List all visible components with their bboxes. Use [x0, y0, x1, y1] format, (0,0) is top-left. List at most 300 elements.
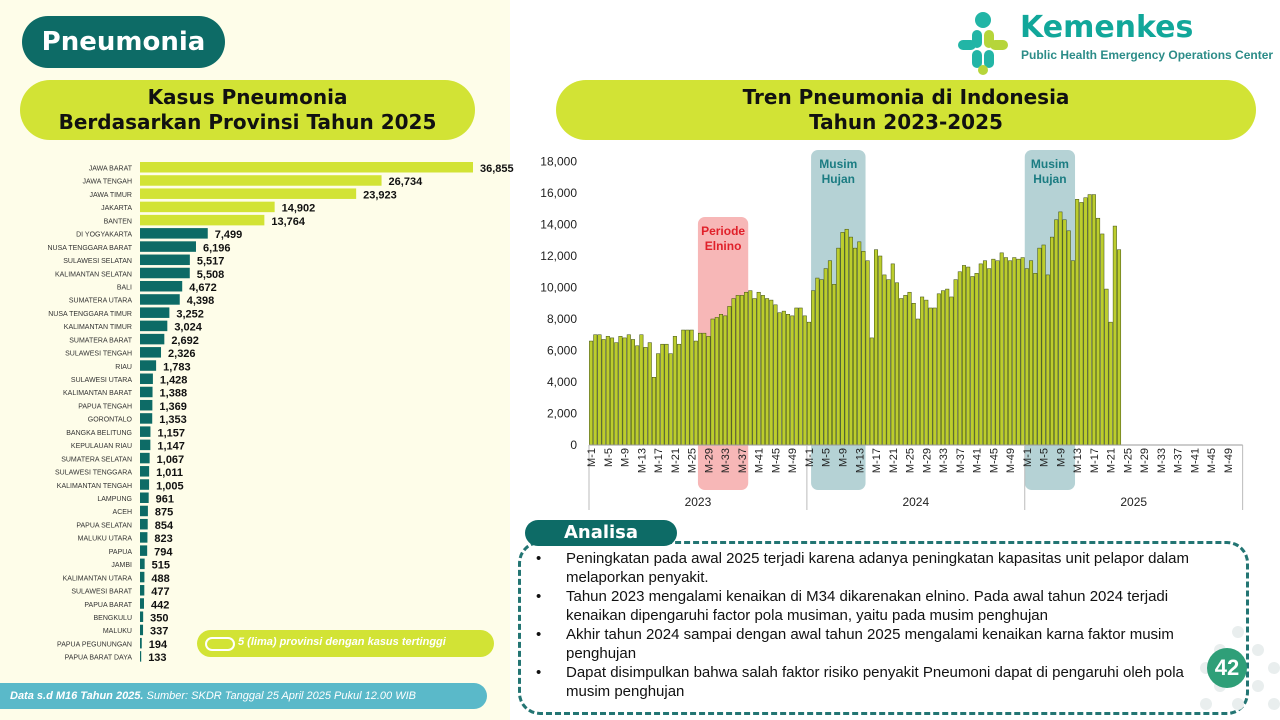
- data-source-note: [0, 683, 487, 709]
- province-label: KALIMANTAN UTARA: [62, 575, 132, 583]
- province-label: NUSA TENGGARA TIMUR: [48, 310, 132, 318]
- province-bar: [140, 651, 141, 662]
- trend-bar: [1117, 250, 1120, 445]
- province-label: JAKARTA: [101, 205, 132, 213]
- left-header-line2: Berdasarkan Provinsi Tahun 2025: [58, 110, 437, 134]
- province-value-label: 350: [150, 612, 169, 625]
- province-value-label: 794: [154, 546, 173, 559]
- trend-bar: [1050, 237, 1053, 445]
- trend-bar: [707, 336, 710, 445]
- analysis-item: • Peningkatan pada awal 2025 terjadi karena adanya peningkatan kapasitas unit pelapor dalam melaporkan penyakit.: [536, 549, 1226, 587]
- province-label: SULAWESI BARAT: [71, 588, 132, 596]
- province-bar: [140, 466, 149, 477]
- trend-bar: [736, 295, 739, 445]
- year-label: 2025: [1120, 495, 1148, 509]
- annotation-label-line1: Periode: [701, 224, 746, 238]
- trend-bar: [1080, 202, 1083, 445]
- trend-bar: [887, 280, 890, 445]
- x-tick-label: M-25: [904, 448, 917, 474]
- province-value-label: 23,923: [363, 189, 397, 202]
- province-bar: [140, 506, 148, 516]
- province-bar: [140, 294, 180, 305]
- trend-bar: [740, 295, 743, 445]
- year-label: 2023: [684, 495, 712, 509]
- trend-bar: [920, 297, 923, 445]
- trend-bar: [589, 341, 592, 445]
- province-value-label: 3,252: [176, 308, 204, 321]
- trend-bar: [635, 346, 638, 445]
- x-tick-label: M-17: [653, 448, 666, 474]
- trend-bar: [673, 336, 676, 445]
- province-bar: [140, 638, 142, 649]
- province-bar: [140, 307, 169, 318]
- trend-bar: [1033, 273, 1036, 445]
- trend-bar: [719, 314, 722, 445]
- province-label: JAWA TIMUR: [89, 191, 132, 199]
- analysis-item: • Dapat disimpulkan bahwa salah faktor risiko penyakit Pneumoni dapat di pengaruhi oleh pola musim penghujan: [536, 663, 1226, 701]
- x-tick-label: M-33: [1155, 448, 1168, 474]
- province-value-label: 194: [148, 638, 168, 651]
- trend-bar: [979, 264, 982, 445]
- province-label: PAPUA PEGUNUNGAN: [57, 641, 132, 649]
- year-label: 2024: [902, 495, 930, 509]
- x-tick-label: M-9: [837, 448, 850, 467]
- trend-bar: [1038, 248, 1041, 445]
- trend-bar: [946, 289, 949, 445]
- province-value-label: 488: [151, 572, 170, 585]
- province-bar: [140, 532, 147, 543]
- trend-bar: [782, 311, 785, 445]
- trend-bar: [682, 330, 685, 445]
- province-bar: [140, 440, 150, 451]
- trend-bar: [1109, 322, 1112, 445]
- province-bar: [140, 281, 182, 292]
- trend-bar: [1113, 226, 1116, 445]
- x-tick-label: M-1: [803, 448, 816, 467]
- legend-swatch: [205, 637, 235, 651]
- province-bar: [140, 598, 144, 609]
- province-bar: [140, 255, 190, 266]
- trend-bar: [1046, 275, 1049, 445]
- x-tick-label: M-1: [1021, 447, 1034, 467]
- province-label: KALIMANTAN TENGAH: [56, 482, 132, 490]
- analysis-item: • Akhir tahun 2024 sampai dengan awal tahun 2025 mengalami kenaikan karna faktor musim penghujan: [536, 625, 1226, 663]
- trend-bar: [845, 229, 848, 445]
- province-bar: [140, 334, 164, 345]
- province-bar: [140, 545, 147, 556]
- province-label: GORONTALO: [87, 416, 132, 424]
- trend-bar: [598, 335, 601, 445]
- trend-bar: [786, 314, 789, 445]
- province-value-label: 1,428: [159, 374, 188, 387]
- province-bar: [140, 360, 156, 371]
- annotation-label-line2: Elnino: [704, 239, 742, 253]
- x-tick-label: M-41: [1189, 448, 1202, 474]
- province-label: PAPUA: [108, 548, 132, 556]
- trend-bar: [610, 338, 613, 445]
- right-header-line2: Tahun 2023-2025: [809, 110, 1003, 134]
- x-tick-label: M-49: [1005, 448, 1018, 474]
- trend-bar: [1000, 253, 1003, 445]
- x-tick-label: M-21: [887, 448, 900, 474]
- x-tick-label: M-49: [787, 448, 800, 474]
- province-value-label: 442: [150, 599, 170, 612]
- province-label: BANGKA BELITUNG: [66, 429, 132, 437]
- trend-bar: [728, 306, 731, 445]
- province-label: KALIMANTAN TIMUR: [63, 324, 132, 332]
- trend-bar: [631, 339, 634, 445]
- trend-bar: [866, 261, 869, 445]
- trend-bar: [698, 333, 701, 445]
- y-tick-label: 10,000: [540, 280, 577, 295]
- province-bar: [140, 426, 150, 437]
- trend-bar: [723, 316, 726, 445]
- province-value-label: 5,508: [196, 268, 225, 281]
- province-value-label: 854: [154, 519, 174, 532]
- logo-subtitle: Public Health Emergency Operations Center: [1021, 48, 1274, 62]
- trend-bar: [1054, 220, 1057, 445]
- province-value-label: 337: [150, 625, 169, 638]
- trend-bar: [640, 335, 643, 445]
- trend-bar: [891, 264, 894, 445]
- province-bar: [140, 387, 153, 398]
- y-tick-label: 14,000: [540, 217, 577, 232]
- trend-bar: [828, 261, 831, 445]
- analysis-list: [536, 549, 1226, 701]
- trend-bar: [790, 316, 793, 445]
- trend-bar: [883, 275, 886, 445]
- y-tick-label: 2,000: [546, 406, 577, 421]
- trend-bar: [732, 299, 735, 445]
- trend-bar: [770, 300, 773, 445]
- x-tick-label: M-17: [1088, 448, 1101, 474]
- province-value-label: 1,369: [159, 400, 187, 413]
- province-bar: [140, 268, 190, 279]
- trend-bar: [1025, 269, 1028, 445]
- left-chart-header: [20, 80, 475, 140]
- province-bar: [140, 585, 144, 596]
- province-bar: [140, 519, 148, 530]
- trend-bar: [824, 269, 827, 445]
- trend-bar: [811, 291, 814, 445]
- trend-bar: [1071, 261, 1074, 445]
- trend-bar: [594, 335, 597, 445]
- trend-bar: [753, 299, 756, 445]
- province-label: SULAWESI TENGGARA: [54, 469, 132, 477]
- trend-bar: [744, 292, 747, 445]
- trend-bar: [1075, 199, 1078, 445]
- trend-bar: [690, 330, 693, 445]
- province-value-label: 14,902: [281, 202, 316, 215]
- province-label: RIAU: [115, 363, 132, 371]
- trend-bar: [807, 322, 810, 445]
- trend-bar: [841, 232, 844, 445]
- x-tick-label: M-49: [1222, 448, 1235, 474]
- province-label: KALIMANTAN BARAT: [63, 390, 132, 398]
- trend-bar: [816, 278, 819, 445]
- province-label: KALIMANTAN SELATAN: [54, 271, 132, 279]
- logo-title: Kemenkes: [1020, 10, 1194, 45]
- province-value-label: 2,326: [168, 348, 196, 361]
- x-tick-label: M-37: [1172, 448, 1185, 474]
- trend-bar: [899, 299, 902, 445]
- province-label: KEPULAUAN RIAU: [70, 443, 132, 451]
- x-tick-label: M-25: [686, 448, 699, 474]
- x-tick-label: M-1: [586, 448, 599, 467]
- province-label: MALUKU UTARA: [77, 535, 132, 543]
- province-label: PAPUA BARAT DAYA: [64, 654, 132, 662]
- trend-bar: [958, 272, 961, 445]
- province-label: DI YOGYAKARTA: [76, 231, 132, 239]
- province-value-label: 1,783: [163, 361, 191, 374]
- trend-bar: [1096, 218, 1099, 445]
- trend-bar: [765, 299, 768, 445]
- page-number-badge: 42: [1207, 648, 1247, 688]
- trend-bar: [715, 317, 718, 445]
- x-tick-label: M-17: [871, 448, 884, 474]
- right-chart-header: [556, 80, 1256, 140]
- province-label: PAPUA SELATAN: [76, 522, 132, 530]
- province-bar: [140, 625, 143, 636]
- x-tick-label: M-33: [720, 448, 733, 474]
- province-label: BENGKULU: [93, 614, 132, 622]
- province-value-label: 1,388: [159, 387, 188, 400]
- source-rest: Sumber: SKDR Tanggal 25 April 2025 Pukul 12.00 WIB: [143, 690, 416, 702]
- y-tick-label: 4,000: [546, 375, 577, 389]
- trend-bar: [908, 292, 911, 445]
- province-bar: [140, 321, 167, 332]
- province-label: BALI: [116, 284, 132, 292]
- trend-bar-chart: [530, 145, 1250, 515]
- x-tick-label: M-13: [636, 448, 649, 474]
- province-label: JAWA TENGAH: [82, 178, 132, 186]
- x-tick-label: M-29: [1139, 448, 1152, 474]
- trend-bar: [858, 242, 861, 445]
- trend-bar: [1101, 234, 1104, 445]
- province-label: SULAWESI UTARA: [70, 377, 132, 385]
- trend-bar: [941, 291, 944, 445]
- trend-bar: [702, 333, 705, 445]
- province-value-label: 1,157: [157, 427, 185, 440]
- province-value-label: 823: [154, 533, 173, 546]
- trend-bar: [954, 280, 957, 445]
- province-bar: [140, 611, 143, 622]
- x-tick-label: M-9: [619, 448, 632, 467]
- trend-bar: [878, 256, 881, 445]
- province-bar: [140, 559, 145, 570]
- trend-bar: [862, 251, 865, 445]
- x-tick-label: M-5: [1038, 448, 1051, 467]
- trend-bar: [694, 341, 697, 445]
- x-tick-label: M-13: [1072, 448, 1085, 474]
- province-label: PAPUA TENGAH: [78, 403, 132, 411]
- y-tick-label: 8,000: [546, 312, 577, 326]
- trend-bar: [661, 344, 664, 445]
- x-tick-label: M-37: [736, 448, 749, 474]
- trend-bar: [644, 347, 647, 445]
- analysis-title: Analisa: [525, 520, 677, 546]
- province-bar: [140, 241, 196, 252]
- province-value-label: 7,499: [214, 229, 243, 242]
- x-tick-label: M-5: [820, 448, 833, 467]
- trend-bar: [1042, 245, 1045, 445]
- trend-bar: [656, 354, 659, 445]
- province-value-label: 6,196: [202, 242, 231, 255]
- trend-bar: [987, 269, 990, 445]
- trend-bar: [925, 300, 928, 445]
- province-value-label: 4,672: [189, 281, 217, 294]
- trend-bar: [933, 308, 936, 445]
- province-bar: [140, 493, 149, 504]
- trend-bar: [929, 308, 932, 445]
- x-tick-label: M-41: [753, 448, 766, 474]
- legend-text: 5 (lima) provinsi dengan kasus tertinggi: [238, 636, 446, 648]
- trend-bar: [648, 343, 651, 445]
- trend-bar: [895, 283, 898, 445]
- y-tick-label: 12,000: [540, 249, 577, 263]
- trend-bar: [1067, 231, 1070, 445]
- trend-bar: [870, 338, 873, 445]
- trend-bar: [962, 265, 965, 445]
- trend-bar: [983, 261, 986, 445]
- province-label: SUMATERA UTARA: [68, 297, 132, 305]
- trend-bar: [606, 336, 609, 445]
- province-bar: [140, 479, 149, 490]
- trend-bar: [950, 297, 953, 445]
- trend-bar: [1088, 195, 1091, 445]
- x-tick-label: M-45: [988, 448, 1001, 474]
- province-label: SUMATERA BARAT: [69, 337, 132, 345]
- y-tick-label: 0: [570, 438, 577, 452]
- trend-bar: [1059, 212, 1062, 445]
- annotation-label-line1: Musim: [819, 157, 858, 171]
- source-bold: Data s.d M16 Tahun 2025.: [10, 690, 144, 702]
- province-value-label: 5,517: [196, 255, 225, 268]
- trend-bar: [799, 308, 802, 445]
- trend-bar: [619, 336, 622, 445]
- trend-bar: [1004, 258, 1007, 445]
- trend-bar: [669, 354, 672, 445]
- top5-legend: [197, 630, 494, 657]
- province-bar: [140, 215, 264, 226]
- trend-bar: [774, 305, 777, 445]
- province-bar: [140, 400, 152, 411]
- x-tick-label: M-37: [954, 448, 967, 474]
- province-value-label: 4,398: [186, 295, 215, 308]
- page-title: Pneumonia: [22, 16, 225, 68]
- trend-bar: [778, 313, 781, 445]
- trend-bar: [874, 250, 877, 445]
- x-tick-label: M-45: [1206, 448, 1219, 474]
- right-header-line1: Tren Pneumonia di Indonesia: [742, 85, 1070, 109]
- x-tick-label: M-41: [971, 448, 984, 474]
- trend-bar: [966, 267, 969, 445]
- x-tick-label: M-45: [770, 448, 783, 474]
- trend-bar: [795, 308, 798, 445]
- trend-bar: [623, 338, 626, 445]
- province-bar: [140, 162, 473, 173]
- trend-bar: [1063, 220, 1066, 445]
- province-value-label: 3,024: [174, 321, 202, 334]
- annotation-label-line1: Musim: [1030, 157, 1069, 171]
- trend-bar: [749, 291, 752, 445]
- trend-bar: [652, 377, 655, 445]
- trend-bar: [1017, 259, 1020, 445]
- y-tick-label: 6,000: [546, 343, 577, 358]
- trend-bar: [627, 335, 630, 445]
- province-value-label: 961: [155, 493, 175, 506]
- province-bar: [140, 347, 161, 358]
- trend-bar: [602, 339, 605, 445]
- province-value-label: 1,067: [156, 453, 185, 466]
- province-value-label: 26,734: [388, 176, 423, 189]
- province-label: SUMATERA SELATAN: [61, 456, 132, 464]
- province-bar: [140, 188, 356, 199]
- trend-bar: [677, 344, 680, 445]
- x-tick-label: M-21: [1105, 448, 1118, 474]
- trend-bar: [614, 343, 617, 445]
- province-label: LAMPUNG: [97, 496, 132, 503]
- trend-bar: [803, 316, 806, 445]
- trend-bar: [1084, 198, 1087, 445]
- trend-bar: [1008, 261, 1011, 445]
- trend-bar: [904, 295, 907, 445]
- trend-bar: [996, 261, 999, 445]
- province-bar: [140, 228, 208, 239]
- trend-bar: [849, 237, 852, 445]
- trend-bar: [665, 344, 668, 445]
- trend-bar: [971, 276, 974, 445]
- province-label: BANTEN: [103, 218, 132, 226]
- province-bar-chart: [0, 155, 515, 675]
- trend-bar: [1092, 195, 1095, 445]
- trend-bar: [1021, 258, 1024, 445]
- trend-bar: [711, 319, 714, 445]
- province-value-label: 1,005: [156, 480, 184, 493]
- province-value-label: 13,764: [271, 215, 306, 228]
- x-tick-label: M-21: [669, 448, 682, 474]
- province-value-label: 133: [148, 652, 167, 665]
- trend-bar: [992, 259, 995, 445]
- province-bar: [140, 413, 152, 424]
- y-tick-label: 16,000: [540, 186, 577, 200]
- province-value-label: 875: [154, 506, 174, 519]
- province-label: MALUKU: [102, 628, 132, 636]
- trend-bar: [757, 292, 760, 445]
- province-value-label: 515: [151, 559, 171, 572]
- province-label: PAPUA BARAT: [84, 601, 132, 609]
- province-bar: [140, 374, 153, 385]
- x-tick-label: M-33: [938, 448, 951, 474]
- x-tick-label: M-29: [703, 448, 716, 474]
- kemenkes-logo: [952, 8, 1272, 78]
- annotation-label-line2: Hujan: [1033, 172, 1067, 186]
- province-label: SULAWESI TENGAH: [65, 350, 132, 358]
- x-tick-label: M-5: [602, 448, 615, 467]
- trend-bar: [1029, 261, 1032, 445]
- province-value-label: 36,855: [480, 163, 514, 175]
- province-label: SULAWESI SELATAN: [63, 258, 132, 266]
- trend-bar: [761, 295, 764, 445]
- province-label: NUSA TENGGARA BARAT: [47, 244, 132, 252]
- trend-bar: [937, 294, 940, 445]
- left-header-line1: Kasus Pneumonia: [147, 85, 348, 109]
- province-bar: [140, 572, 144, 583]
- annotation-label-line2: Hujan: [821, 172, 855, 186]
- trend-bar: [853, 248, 856, 445]
- province-label: ACEH: [112, 509, 132, 517]
- analysis-item: • Tahun 2023 mengalami kenaikan di M34 dikarenakan elnino. Pada awal tahun 2024 terjadi kenaikan dipengaruhi factor pola musiman, yaitu pada musim penghujan: [536, 587, 1226, 625]
